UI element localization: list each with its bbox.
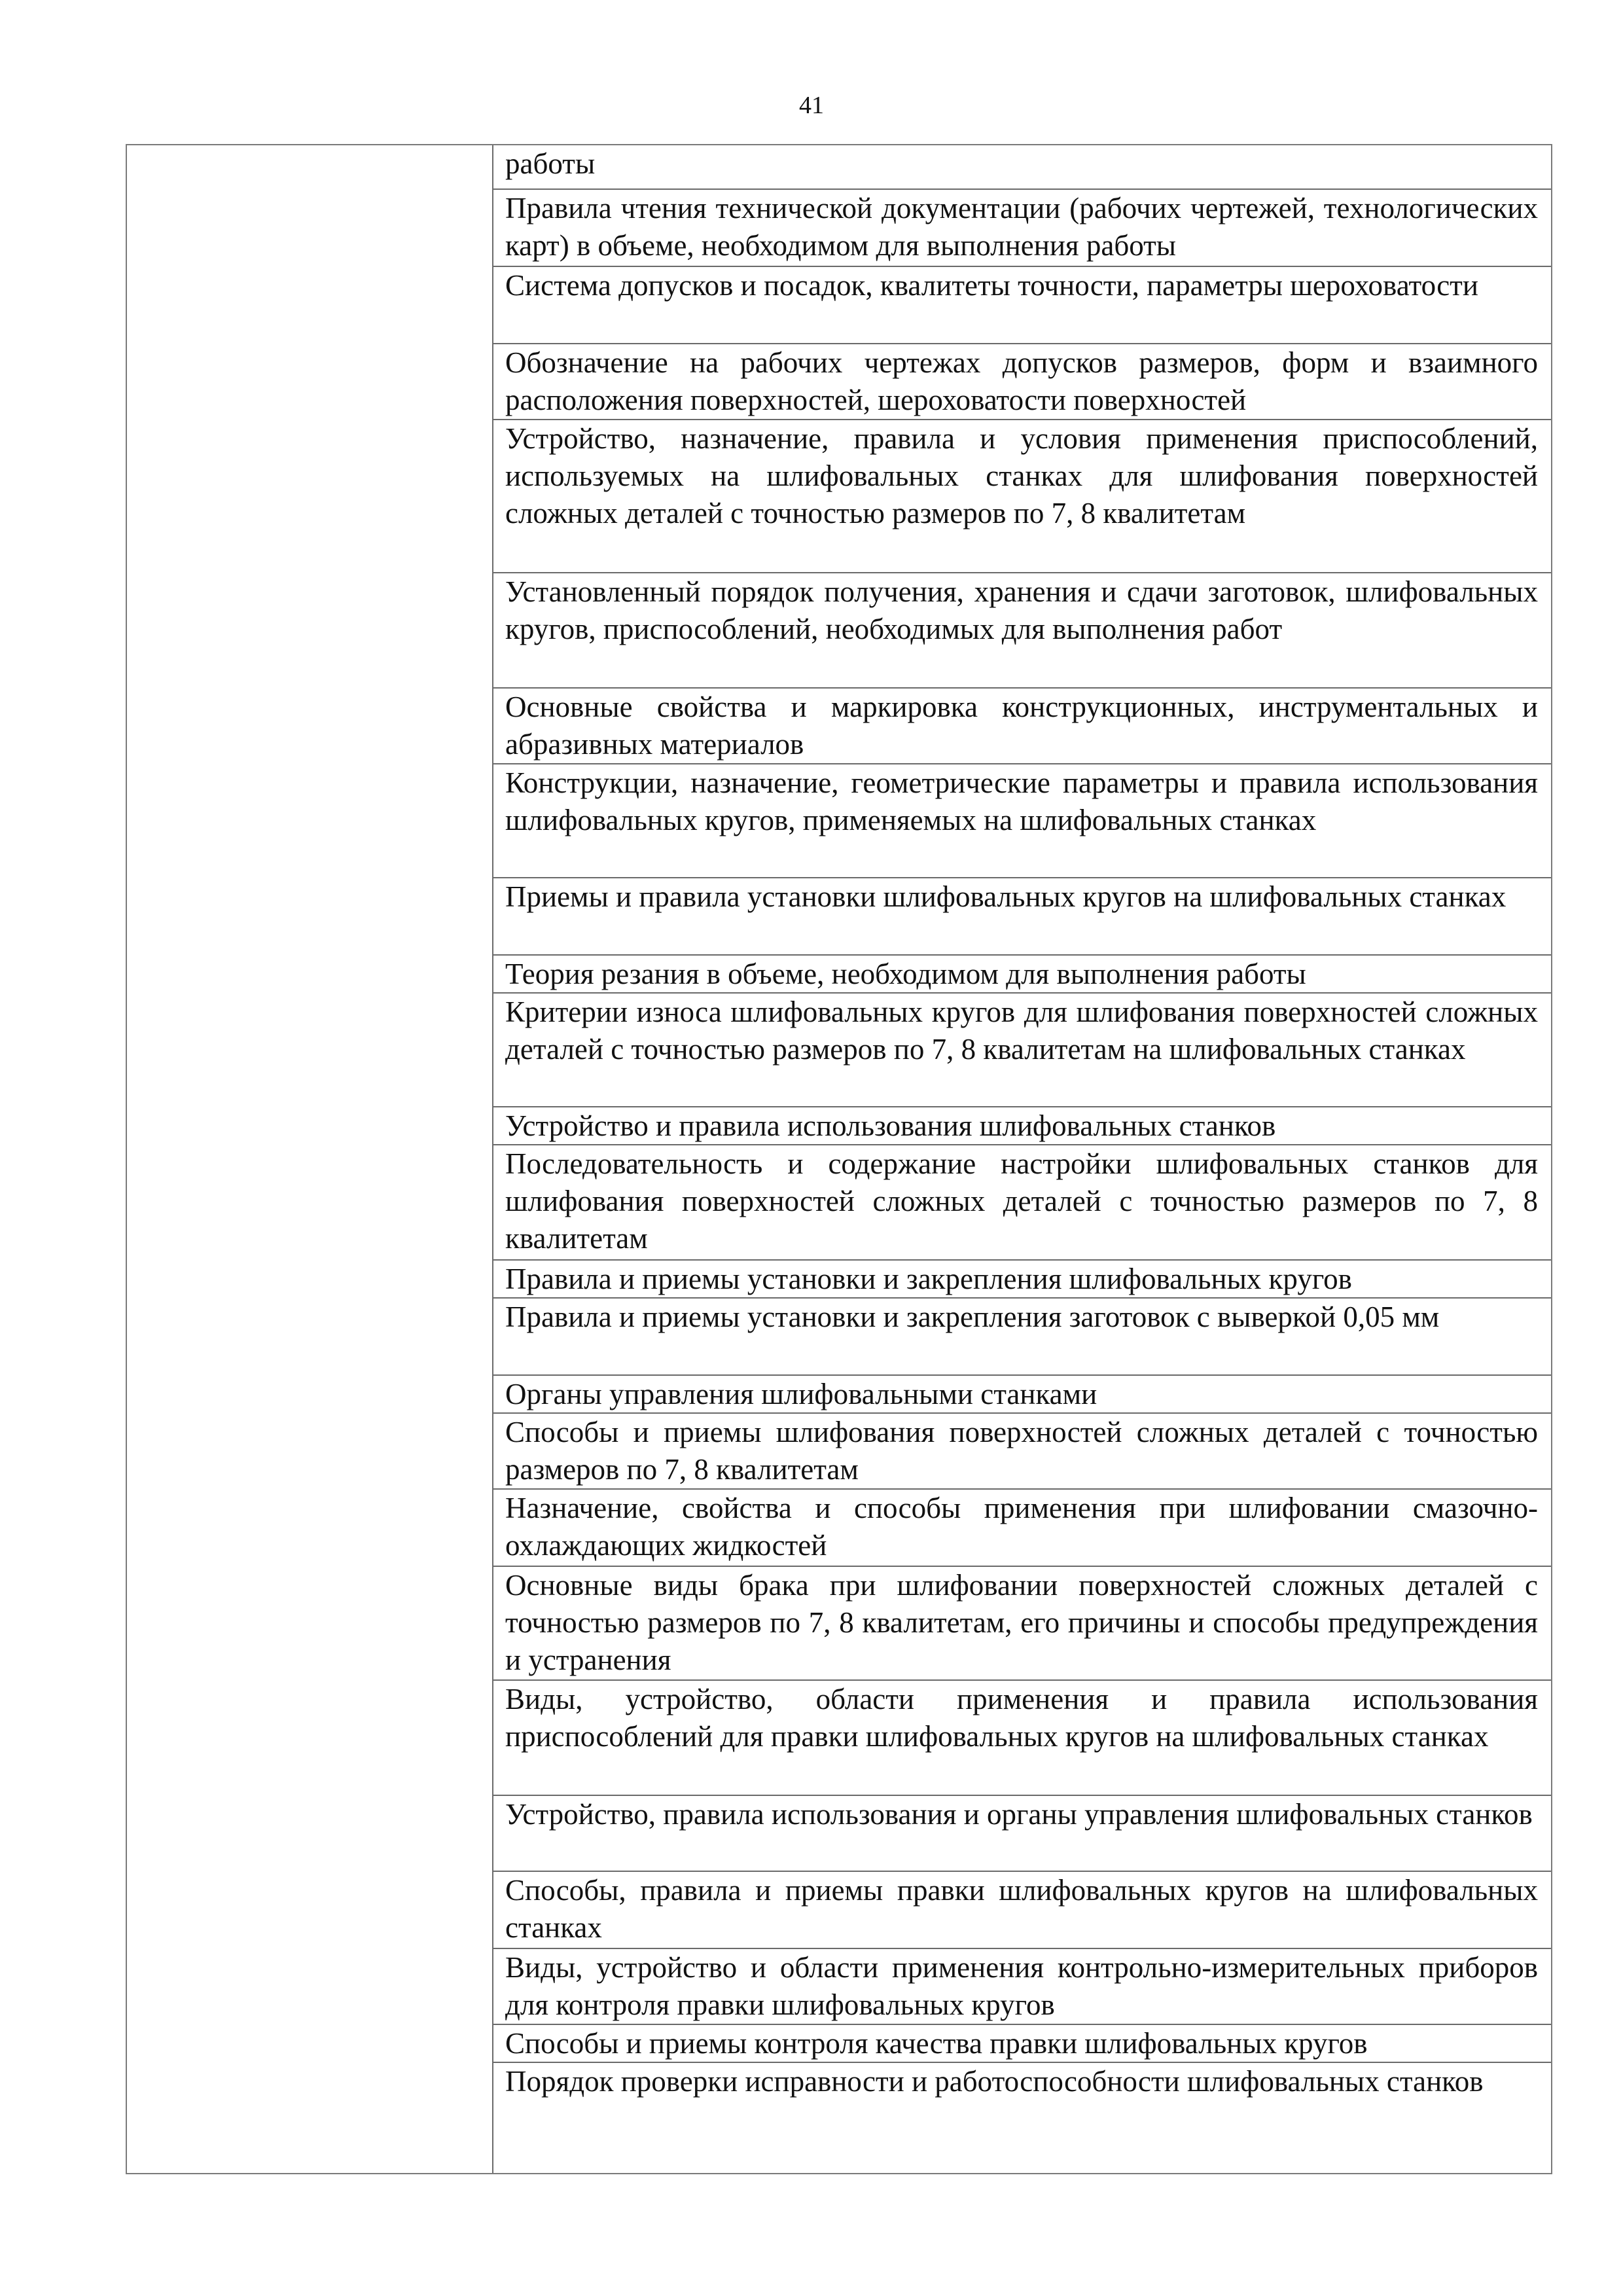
table-right-column: [493, 145, 1551, 2173]
table-row: Порядок проверки исправности и работоспособности шлифовальных станков: [505, 2065, 1484, 2098]
table-left-cell: [127, 145, 493, 2173]
table-row: Способы и приемы контроля качества правки шлифовальных кругов: [493, 2025, 1551, 2063]
table-row: Теория резания в объеме, необходимом для выполнения работы: [493, 956, 1551, 994]
table-row: Основные виды брака при шлифовании поверхностей сложных деталей с точностью размеров по 7, 8 квалитетам, его причины и способы предупреждения и устранения: [493, 1567, 1551, 1681]
requirements-table: [126, 144, 1552, 2174]
table-row: Правила и приемы установки и закрепления шлифовальных кругов: [493, 1261, 1551, 1299]
table-row: Основные свойства и маркировка конструкционных, инструментальных и абразивных материалов: [493, 689, 1551, 764]
table-row: Установленный порядок получения, хранения и сдачи заготовок, шлифовальных кругов, приспособлений, необходимых для выполнения работ: [493, 573, 1551, 689]
page-number: 41: [799, 92, 824, 119]
table-row: Устройство и правила использования шлифовальных станков: [493, 1107, 1551, 1145]
table-row: Приемы и правила установки шлифовальных кругов на шлифовальных станках: [493, 878, 1551, 956]
table-row: Последовательность и содержание настройки шлифовальных станков для шлифования поверхностей сложных деталей с точностью размеров по 7, 8 квалитетам: [493, 1145, 1551, 1261]
table-row: Органы управления шлифовальными станками: [493, 1376, 1551, 1414]
table-row: работы: [493, 145, 1551, 190]
table-row: Правила и приемы установки и закрепления заготовок с выверкой 0,05 мм: [493, 1299, 1551, 1376]
table-row: Назначение, свойства и способы применения при шлифовании смазочно-охлаждающих жидкостей: [493, 1490, 1551, 1567]
table-row: Устройство, правила использования и органы управления шлифовальных станков: [493, 1796, 1551, 1872]
table-row: Конструкции, назначение, геометрические параметры и правила использования шлифовальных кругов, применяемых на шлифовальных станках: [493, 764, 1551, 878]
table-row: Виды, устройство и области применения контрольно-измерительных приборов для контроля правки шлифовальных кругов: [493, 1949, 1551, 2025]
table-row: Система допусков и посадок, квалитеты точности, параметры шероховатости: [493, 267, 1551, 344]
table-row: Критерии износа шлифовальных кругов для шлифования поверхностей сложных деталей с точностью размеров по 7, 8 квалитетам на шлифовальных станках: [493, 994, 1551, 1107]
table-row: Обозначение на рабочих чертежах допусков размеров, форм и взаимного расположения поверхностей, шероховатости поверхностей: [493, 344, 1551, 420]
table-row: Устройство, назначение, правила и условия применения приспособлений, используемых на шлифовальных станках для шлифования поверхностей сложных деталей с точностью размеров по 7, 8 квалитетам: [493, 420, 1551, 573]
table-row: Способы, правила и приемы правки шлифовальных кругов на шлифовальных станках: [493, 1872, 1551, 1949]
table-row: Правила чтения технической документации (рабочих чертежей, технологических карт) в объеме, необходимом для выполнения работы: [493, 190, 1551, 267]
table-row: Способы и приемы шлифования поверхностей сложных деталей с точностью размеров по 7, 8 квалитетам: [493, 1414, 1551, 1490]
table-row: Виды, устройство, области применения и правила использования приспособлений для правки шлифовальных кругов на шлифовальных станках: [493, 1681, 1551, 1796]
